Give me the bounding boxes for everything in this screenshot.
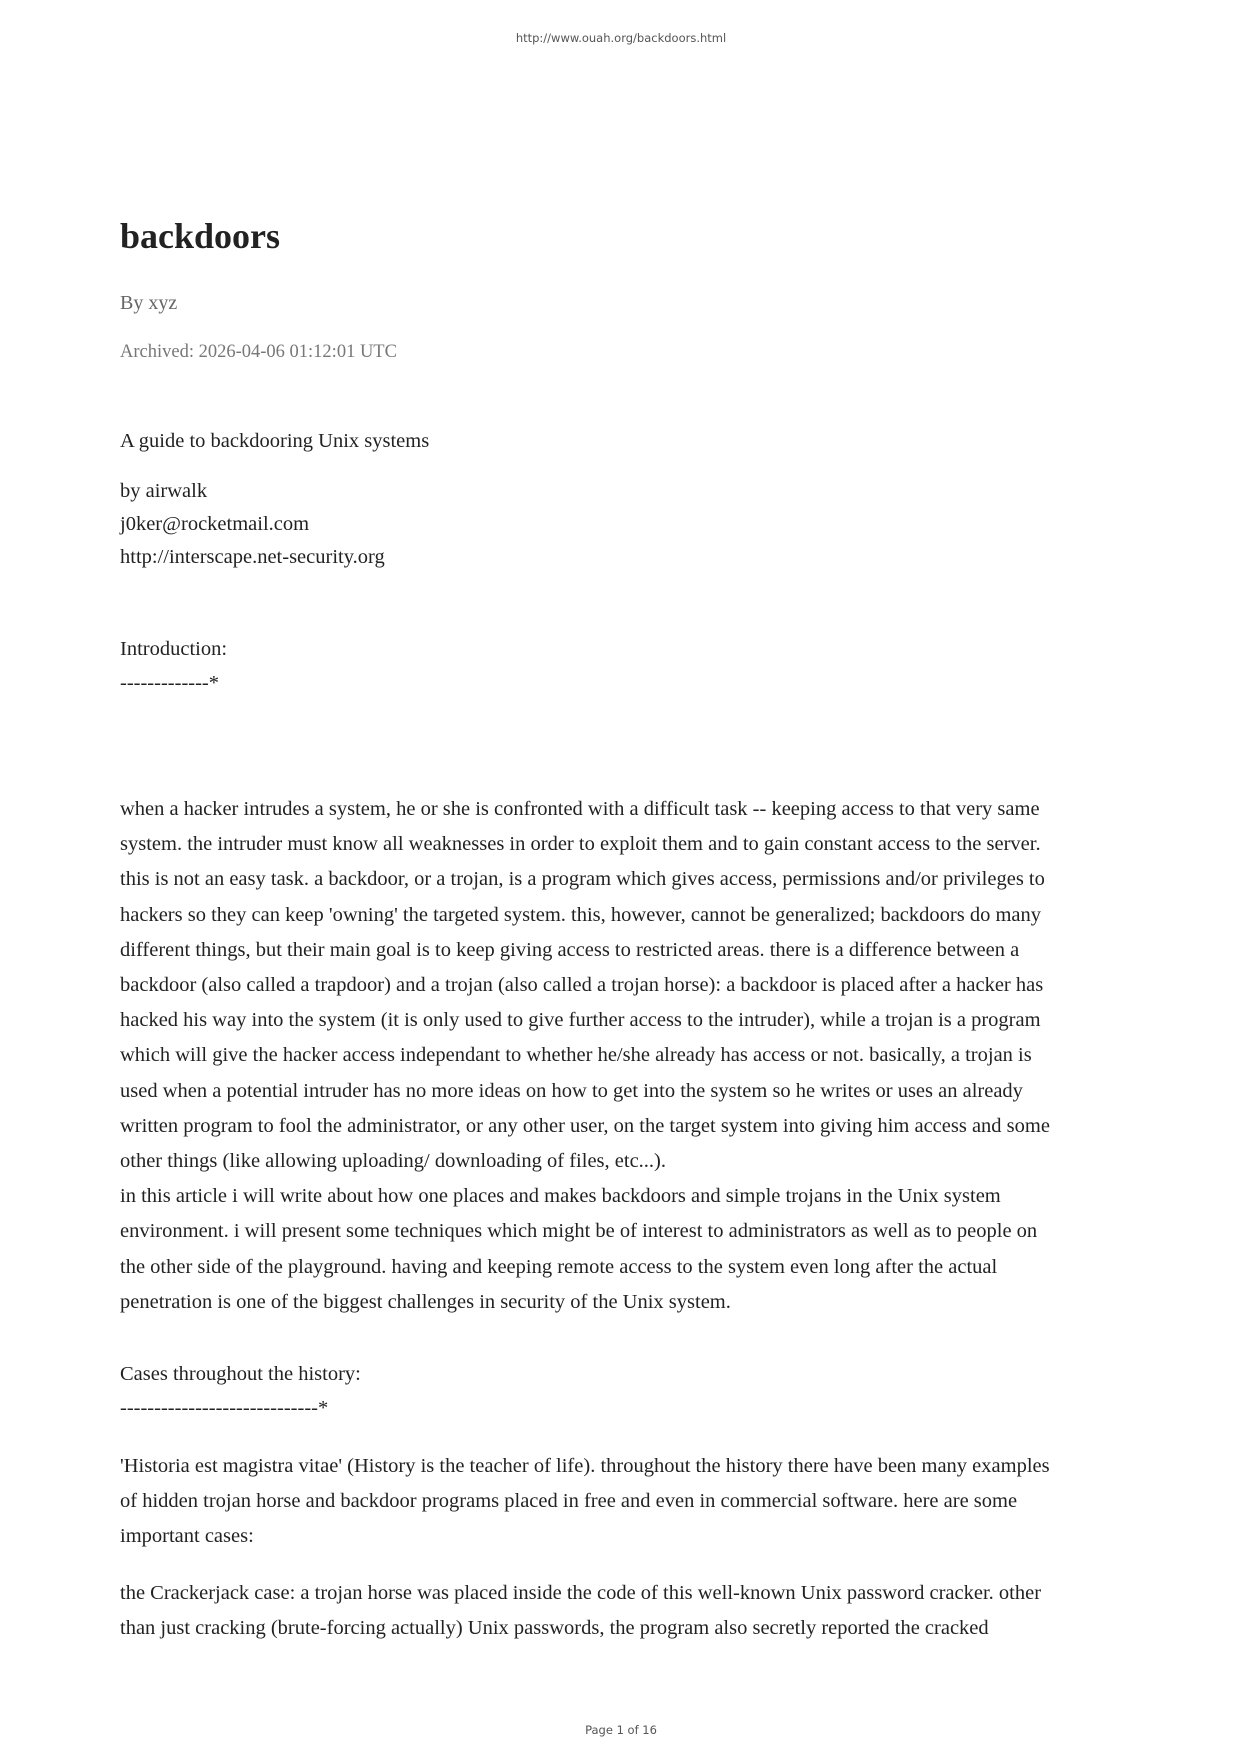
archived-timestamp: Archived: 2026-04-06 01:12:01 UTC <box>120 342 397 362</box>
paragraph-line: the other side of the playground. having and keeping remote access to the system even long after the actual <box>120 1255 998 1278</box>
intro-paragraph <box>120 792 1125 1320</box>
history-paragraph <box>120 1449 1125 1555</box>
intro-heading-rule: -------------* <box>120 672 219 694</box>
cases-heading <box>120 1357 1125 1425</box>
paragraph-line: different things, but their main goal is to keep giving access to restricted areas. there is a difference between a <box>120 938 1020 961</box>
byline: By xyz <box>120 292 178 314</box>
cases-heading-text: Cases throughout the history: <box>120 1363 361 1385</box>
paragraph-line: used when a potential intruder has no more ideas on how to get into the system so he writes or uses an already <box>120 1079 1023 1102</box>
paragraph-line: backdoor (also called a trapdoor) and a trojan (also called a trojan horse): a backdoor is placed after a hacker has <box>120 974 1044 997</box>
page-title: backdoors <box>120 216 281 256</box>
paragraph-line: important cases: <box>120 1525 254 1548</box>
author-email[interactable]: j0ker@rocketmail.com <box>120 513 310 535</box>
intro-heading-text: Introduction: <box>120 638 228 660</box>
paragraph-line: this is not an easy task. a backdoor, or a trojan, is a program which gives access, permissions and/or privileges to <box>120 868 1045 891</box>
paragraph-line: than just cracking (brute-forcing actually) Unix passwords, the program also secretly reported the cracked <box>120 1617 989 1640</box>
paragraph-line: 'Historia est magistra vitae' (History is the teacher of life). throughout the history there have been many examples <box>120 1455 1050 1477</box>
paragraph-line: which will give the hacker access independant to whether he/she already has access or not. basically, a trojan is <box>120 1044 1032 1067</box>
paragraph-line: other things (like allowing uploading/ downloading of files, etc...). <box>120 1150 666 1173</box>
page-url-header: http://www.ouah.org/backdoors.html <box>515 31 727 45</box>
paragraph-line: written program to fool the administrator, or any other user, on the target system into giving him access and some <box>120 1114 1050 1137</box>
intro-heading <box>120 632 1125 700</box>
author-website[interactable]: http://interscape.net-security.org <box>120 546 385 568</box>
paragraph-line: of hidden trojan horse and backdoor programs placed in free and even in commercial software. here are some <box>120 1490 1018 1513</box>
paragraph-line: the Crackerjack case: a trojan horse was placed inside the code of this well-known Unix password cracker. other <box>120 1582 1042 1604</box>
cases-heading-rule: -----------------------------* <box>120 1397 329 1419</box>
paragraph-line: environment. i will present some techniques which might be of interest to administrators as well as to people on <box>120 1220 1038 1243</box>
page-number: Page 1 of 16 <box>585 1723 657 1737</box>
paragraph-line: hacked his way into the system (it is only used to give further access to the intruder), while a trojan is a program <box>120 1009 1041 1032</box>
author-block <box>120 475 1125 574</box>
paragraph-line: penetration is one of the biggest challenges in security of the Unix system. <box>120 1290 731 1313</box>
paragraph-line: system. the intruder must know all weaknesses in order to exploit them and to gain constant access to the server. <box>120 833 1041 856</box>
paragraph-line: hackers so they can keep 'owning' the targeted system. this, however, cannot be generalized; backdoors do many <box>120 903 1041 926</box>
guide-title <box>120 424 1125 459</box>
crackerjack-paragraph <box>120 1576 1125 1646</box>
paragraph-line: when a hacker intrudes a system, he or she is confronted with a difficult task -- keeping access to that very same <box>120 798 1040 820</box>
author-name: by airwalk <box>120 480 208 502</box>
guide-title-text: A guide to backdooring Unix systems <box>120 430 430 452</box>
paragraph-line: in this article i will write about how one places and makes backdoors and simple trojans in the Unix system <box>120 1185 1001 1208</box>
